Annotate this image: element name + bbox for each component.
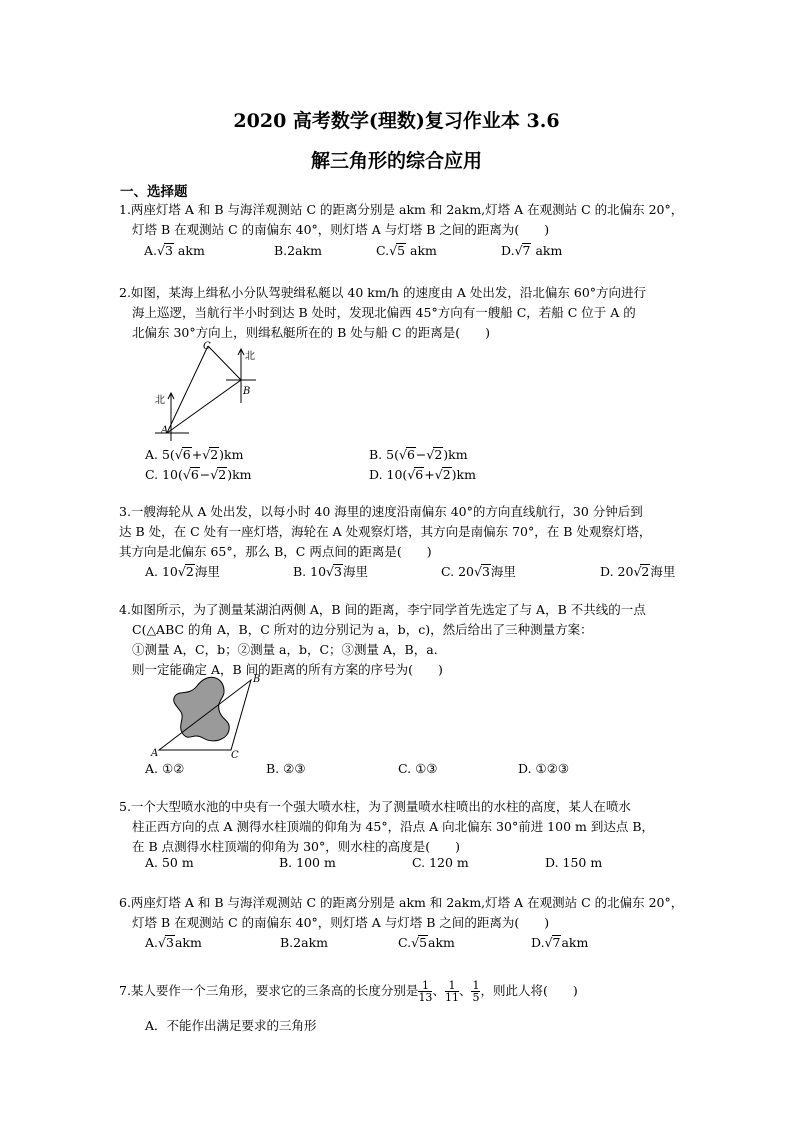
option-a: A.√3akm bbox=[145, 935, 202, 950]
option-d: D.√7 akm bbox=[501, 243, 563, 258]
option-b: B.2akm bbox=[274, 243, 322, 258]
option-a: A. 50 m bbox=[145, 855, 194, 870]
question-7: 7.某人要作一个三角形，要求它的三条高的长度分别是 $\frac{1}{13}$ 、 $\frac{1}{11}$ 、 $\frac{1}{5}$ ，则此人将( ) bbox=[119, 979, 578, 1004]
option-d: D. ①②③ bbox=[518, 761, 570, 776]
option-c: C.√5 akm bbox=[376, 243, 437, 258]
option-b: B. 10√3海里 bbox=[293, 564, 368, 579]
question-text: 1.两座灯塔 A 和 B 与海洋观测站 C 的距离分别是 akm 和 2akm,灯塔 A 在观测站 C 的北偏东 20°， bbox=[119, 202, 684, 217]
option-c: C.√5akm bbox=[398, 935, 455, 950]
fraction: $\frac{1}{5}$ bbox=[472, 979, 480, 1004]
label-b: B bbox=[243, 386, 251, 397]
question-text: 达 B 处，在 C 处有一座灯塔，海轮在 A 处观察灯塔，其方向是南偏东 70°，在 B 处观察灯塔， bbox=[119, 524, 652, 539]
question-text: 3.一艘海轮从 A 处出发，以每小时 40 海里的速度沿南偏东 40°的方向直线航行，30 分钟后到 bbox=[119, 504, 643, 519]
option-c: C. 10(√6−√2)km bbox=[145, 467, 252, 482]
question-text: 其方向是北偏东 65°，那么 B，C 两点间的距离是( ) bbox=[119, 544, 432, 559]
navigation-diagram bbox=[145, 335, 275, 445]
label-c: C bbox=[203, 341, 211, 352]
question-text: 2.如图，某海上缉私小分队驾驶缉私艇以 40 km/h 的速度由 A 处出发，沿北偏东 60°方向进行 bbox=[119, 285, 647, 300]
question-text: 6.两座灯塔 A 和 B 与海洋观测站 C 的距离分别是 akm 和 2akm,灯塔 A 在观测站 C 的北偏东 20°， bbox=[119, 895, 684, 910]
question-text: 7.某人要作一个三角形，要求它的三条高的长度分别是 bbox=[119, 983, 419, 998]
fraction: $\frac{1}{11}$ bbox=[444, 979, 459, 1004]
option-b: B. ②③ bbox=[266, 761, 306, 776]
lake-shape bbox=[174, 677, 230, 741]
option-c: C. 120 m bbox=[412, 855, 469, 870]
section-heading: 一、选择题 bbox=[120, 184, 188, 200]
question-3 bbox=[119, 502, 699, 562]
label-c: C bbox=[231, 750, 239, 760]
question-text: C(△ABC 的角 A，B，C 所对的边分别记为 a，b，c)，然后给出了三种测量方案： bbox=[132, 622, 593, 637]
label-a: A bbox=[151, 748, 159, 759]
option-c: C. 20√3海里 bbox=[441, 564, 516, 579]
question-text: 5.一个大型喷水池的中央有一个强大喷水柱，为了测量喷水柱喷出的水柱的高度，某人在喷水 bbox=[119, 799, 631, 814]
option-d: D.√7akm bbox=[531, 935, 589, 950]
question-text: ①测量 A，C，b；②测量 a，b，C；③测量 A，B，a. bbox=[132, 642, 438, 657]
label-north: 北 bbox=[245, 351, 255, 362]
option-a: A. ①② bbox=[145, 761, 185, 776]
question-text: 则一定能确定 A，B 间的距离的所有方案的序号为( ) bbox=[132, 662, 443, 677]
option-a: A.√3 akm bbox=[144, 243, 205, 258]
question-text: ，则此人将( ) bbox=[480, 983, 578, 998]
label-b: B bbox=[253, 674, 261, 685]
question-6 bbox=[119, 893, 699, 933]
option-d: D. 150 m bbox=[545, 855, 603, 870]
question-1 bbox=[119, 200, 699, 240]
label-north: 北 bbox=[155, 395, 165, 406]
option-a: A．不能作出满足要求的三角形 bbox=[145, 1018, 317, 1033]
option-d: D. 10(√6+√2)km bbox=[369, 467, 476, 482]
option-b: B. 5(√6−√2)km bbox=[369, 447, 468, 462]
option-a: A. 10√2海里 bbox=[145, 564, 220, 579]
question-5 bbox=[119, 797, 699, 857]
question-text: 柱正西方向的点 A 测得水柱顶端的仰角为 45°，沿点 A 向北偏东 30°前进 100 m 到达点 B， bbox=[132, 819, 654, 834]
document-title: 2020 高考数学(理数)复习作业本 3.6 bbox=[233, 110, 560, 132]
question-text: 灯塔 B 在观测站 C 的南偏东 40°，则灯塔 A 与灯塔 B 之间的距离为( ) bbox=[132, 222, 550, 237]
option-b: B.2akm bbox=[280, 935, 328, 950]
option-c: C. ①③ bbox=[398, 761, 438, 776]
question-text: 北偏东 30°方向上，则缉私艇所在的 B 处与船 C 的距离是( ) bbox=[132, 325, 491, 340]
question-2 bbox=[119, 283, 699, 343]
question-text: 灯塔 B 在观测站 C 的南偏东 40°，则灯塔 A 与灯塔 B 之间的距离为( ) bbox=[132, 915, 550, 930]
question-text: 4.如图所示，为了测量某湖泊两侧 A，B 间的距离，李宁同学首先选定了与 A，B 不共线的一点 bbox=[119, 602, 646, 617]
question-text: 海上巡逻，当航行半小时到达 B 处时，发现北偏西 45°方向有一艘船 C，若船 C 位于 A 的 bbox=[132, 305, 636, 320]
fraction: $\frac{1}{13}$ bbox=[418, 979, 433, 1004]
option-b: B. 100 m bbox=[279, 855, 336, 870]
label-a: A bbox=[161, 425, 169, 436]
option-a: A. 5(√6+√2)km bbox=[145, 447, 244, 462]
lake-diagram bbox=[145, 668, 275, 760]
option-d: D. 20√2海里 bbox=[600, 564, 676, 579]
question-text: 在 B 点测得水柱顶端的仰角为 30°，则水柱的高度是( ) bbox=[132, 839, 461, 854]
document-subtitle: 解三角形的综合应用 bbox=[310, 150, 482, 172]
